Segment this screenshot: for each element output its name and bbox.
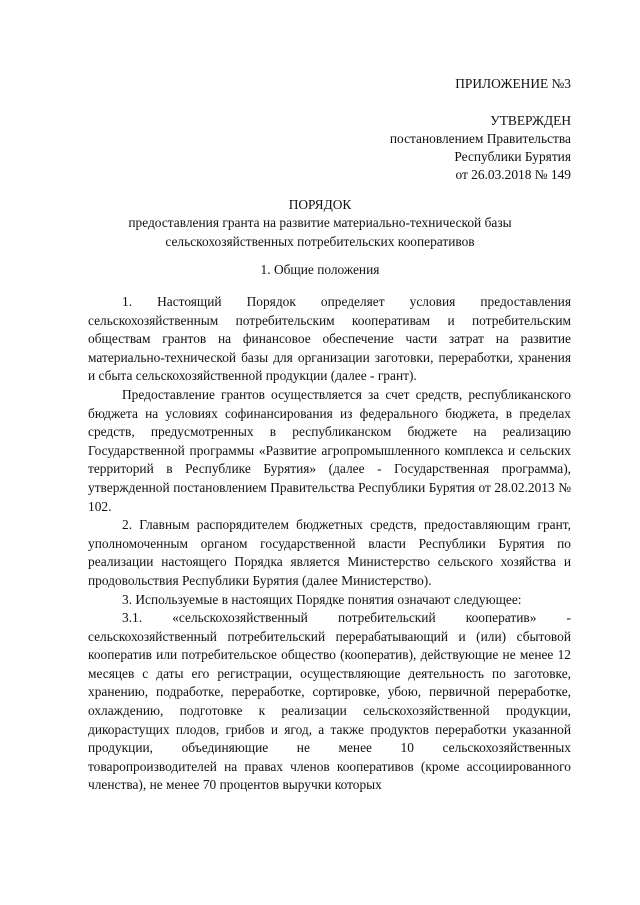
- section-heading: 1. Общие положения: [260, 262, 380, 277]
- paragraph-4: 3. Используемые в настоящих Порядке понятия означают следующее:: [122, 591, 522, 607]
- approval-stamp: УТВЕРЖДЕН: [490, 113, 571, 128]
- appendix-label: ПРИЛОЖЕНИЕ №3: [455, 76, 571, 91]
- paragraph-3: 2. Главным распорядителем бюджетных средств, предоставляющим грант, уполномоченным органом государственной власти Республики Бурятия по реализации настоящего Порядка является Министерство сельского хозяйства и продовольствия Республики Бурятия (далее Министерство).: [88, 517, 571, 588]
- document-subtitle: предоставления гранта на развитие материально-технической базы сельскохозяйственных потребительских кооперативов: [128, 215, 512, 249]
- document-body: [88, 293, 571, 795]
- document-title: ПОРЯДОК: [288, 197, 352, 212]
- paragraph-2: Предоставление грантов осуществляется за счет средств, республиканского бюджета на условиях софинансирования из федерального бюджета, в пределах средств, предусмотренных в республиканском бюджете на реализацию Государственной программы «Развитие агропромышленного комплекса и сельских территорий в Республике Бурятия» (далее - Государственная программа), утвержденной постановлением Правительства Республики Бурятия от 28.02.2013 № 102.: [88, 386, 571, 514]
- approval-region: Республики Бурятия: [454, 149, 571, 164]
- approval-date-number: от 26.03.2018 № 149: [455, 167, 571, 182]
- paragraph-1: 1. Настоящий Порядок определяет условия предоставления сельскохозяйственным потребительским кооперативам и потребительским обществам грантов на финансовое обеспечение части затрат на развитие материально-технической базы для организации заготовки, переработки, хранения и сбыта сельскохозяйственной продукции (далее - грант).: [88, 294, 571, 384]
- approval-authority: постановлением Правительства: [389, 131, 571, 146]
- paragraph-5: 3.1. «сельскохозяйственный потребительский кооператив» - сельскохозяйственный потребительский перерабатывающий и (или) сбытовой кооператив или потребительское общество (кооператив), действующие не менее 12 месяцев с даты его регистрации, осуществляющие деятельность по заготовке, хранению, подработке, переработке, сортировке, убою, первичной переработке, охлаждению, подготовке к реализации сельскохозяйственной продукции, дикорастущих плодов, грибов и ягод, а также продуктов переработки указанной продукции, объединяющие не менее 10 сельскохозяйственных товаропроизводителей на правах членов кооперативов (кроме ассоциированного членства), не менее 70 процентов выручки которых: [88, 610, 571, 793]
